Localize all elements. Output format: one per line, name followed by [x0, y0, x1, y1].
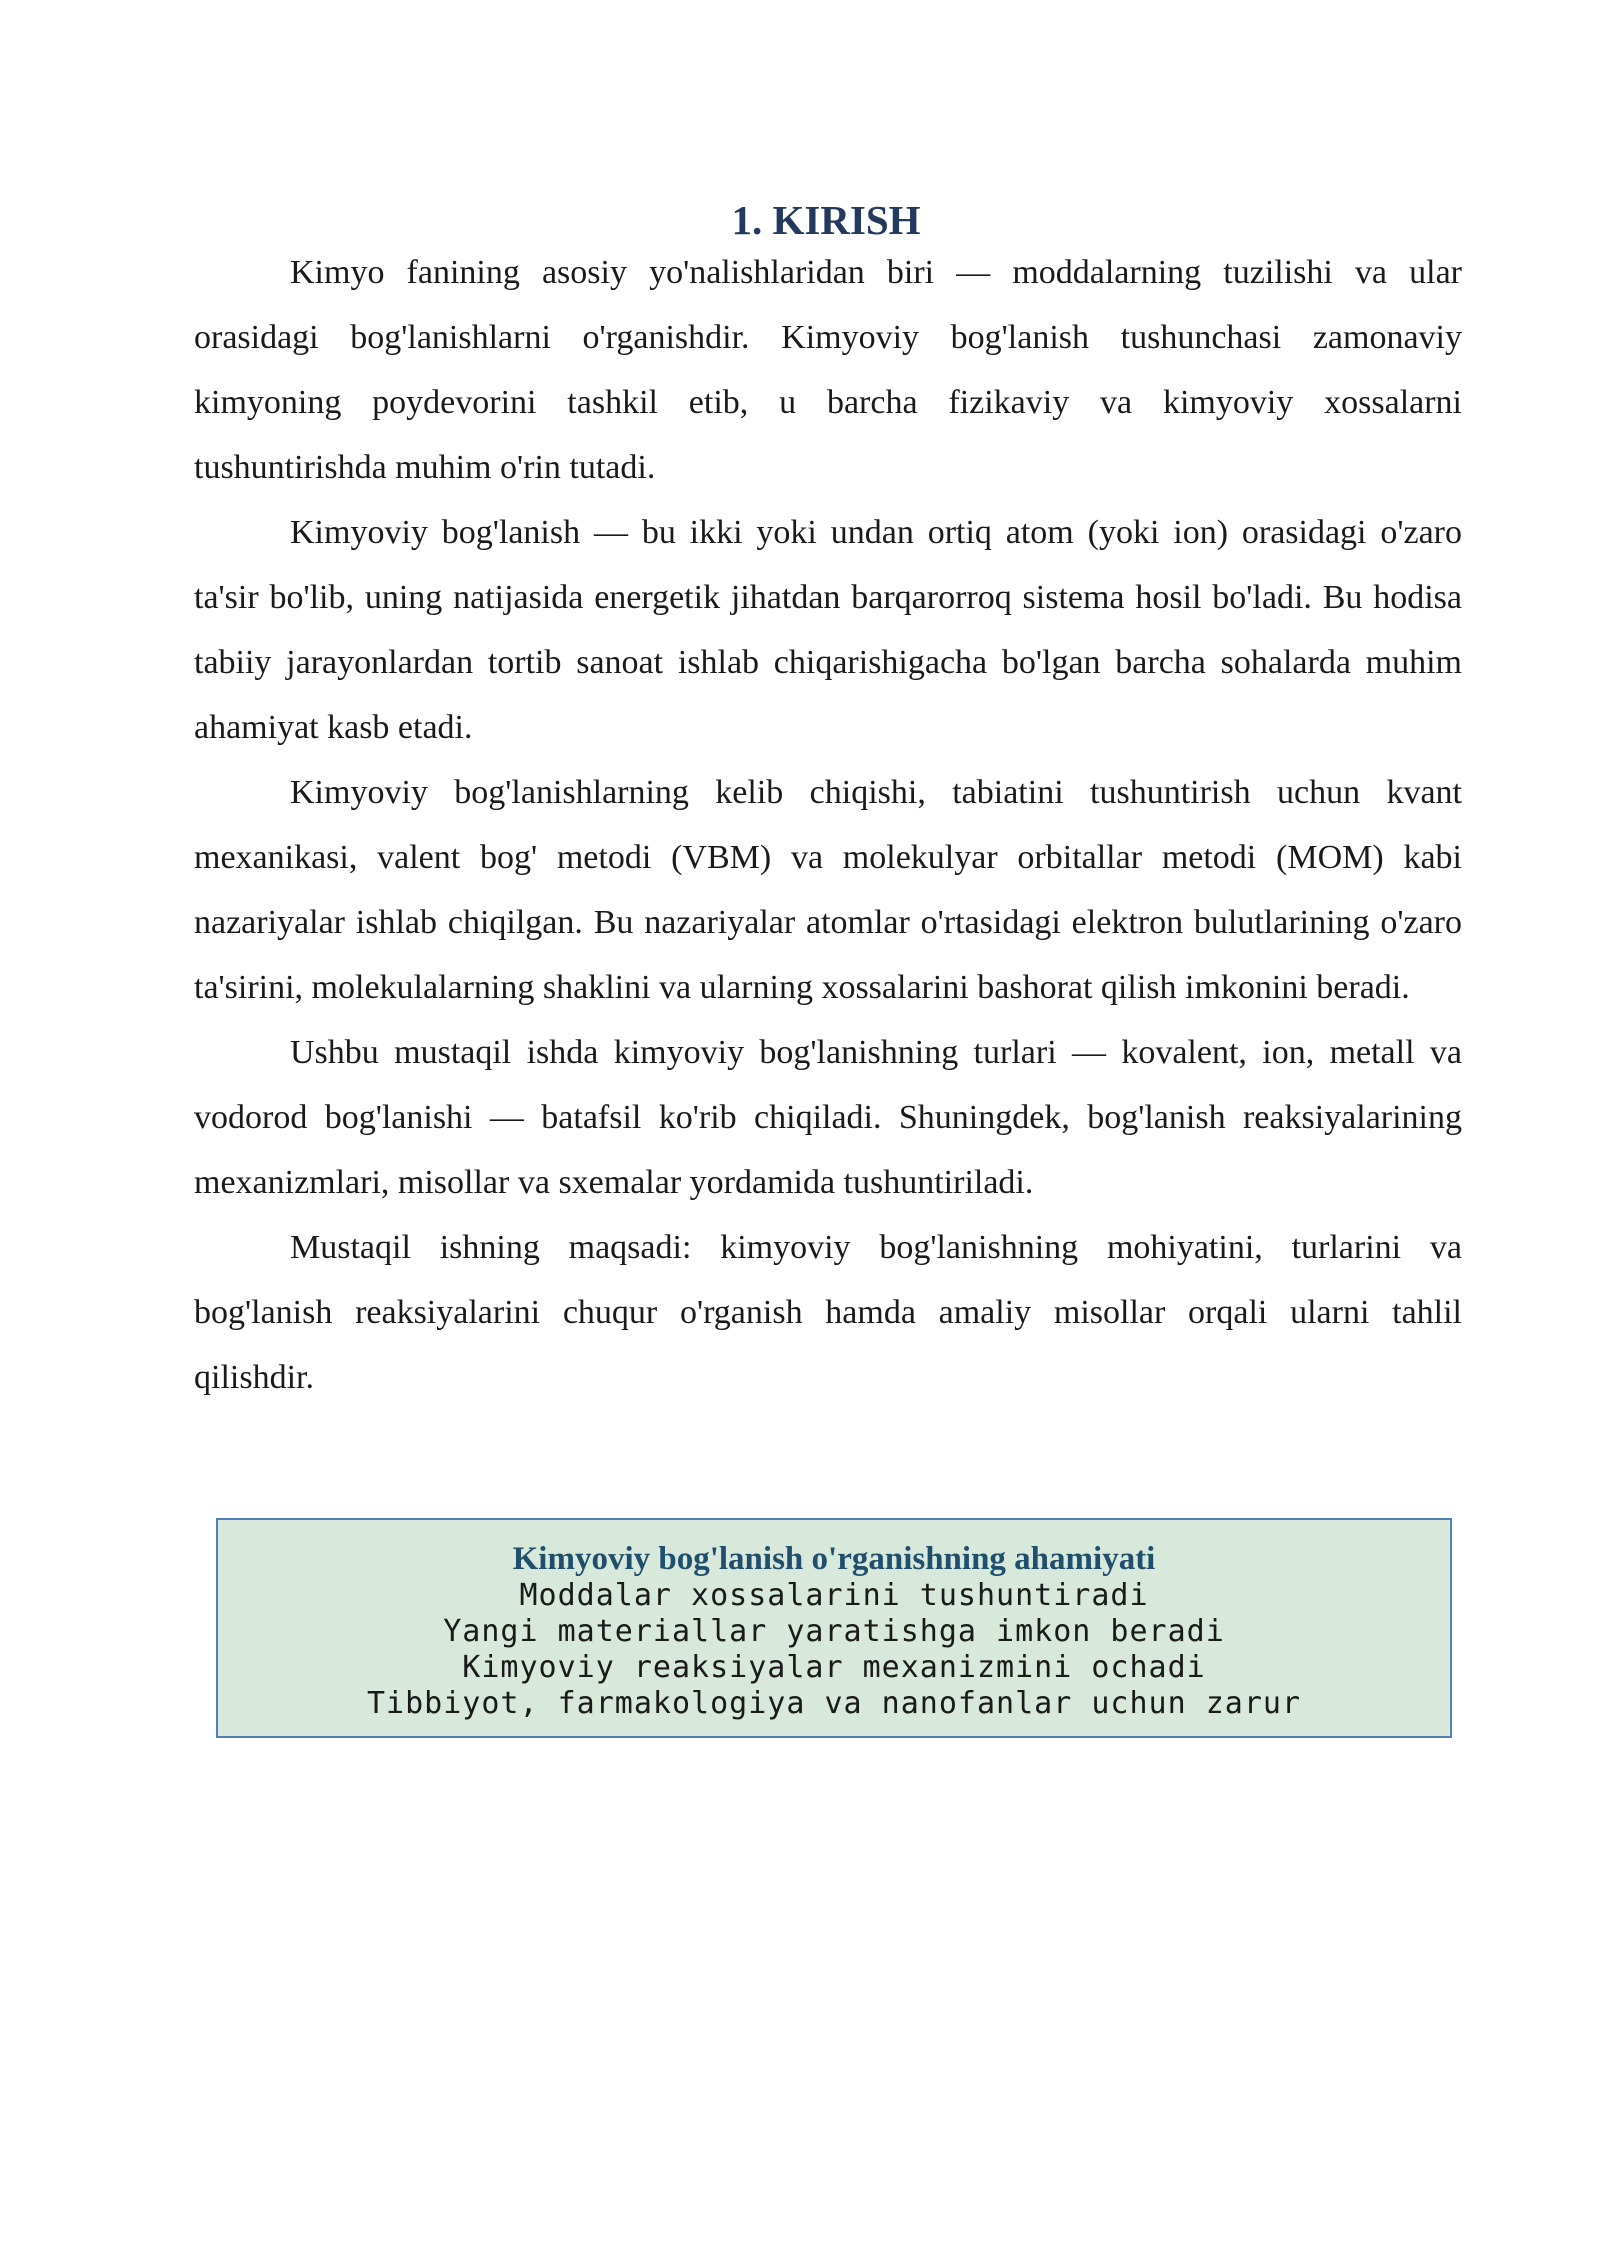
infobox-list	[218, 1578, 1450, 1722]
infobox-item: Kimyoviy reaksiyalar mexanizmini ochadi	[462, 1650, 1206, 1685]
paragraph-goal: Mustaqil ishning maqsadi: kimyoviy bog'lanishning mohiyatini, turlarini va bog'lanish reaksiyalarini chuqur o'rganish hamda amaliy misollar orqali ularni tahlil qilishdir.	[194, 1229, 1462, 1396]
paragraph-intro: Kimyo fanining asosiy yo'nalishlaridan biri — moddalarning tuzilishi va ular orasidagi bog'lanishlarni o'rganishdir. Kimyoviy bog'lanish tushunchasi zamonaviy kimyoning poydevorini tashkil etib, u barcha fizikaviy va kimyoviy xossalarni tushuntirishda muhim o'rin tutadi.	[194, 254, 1462, 486]
body-text	[194, 240, 1462, 1410]
infobox-item: Yangi materiallar yaratishga imkon beradi	[443, 1614, 1225, 1649]
section-heading: 1. KIRISH	[731, 197, 921, 243]
paragraph-scope: Ushbu mustaqil ishda kimyoviy bog'lanishning turlari — kovalent, ion, metall va vodorod bog'lanishi — batafsil ko'rib chiqiladi. Shuningdek, bog'lanish reaksiyalarining mexanizmlari, misollar va sxemalar yordamida tushuntiriladi.	[194, 1034, 1462, 1201]
paragraph-definition: Kimyoviy bog'lanish — bu ikki yoki undan ortiq atom (yoki ion) orasidagi o'zaro ta'sir bo'lib, uning natijasida energetik jihatdan barqarorroq sistema hosil bo'ladi. Bu hodisa tabiiy jarayonlardan tortib sanoat ishlab chiqarishigacha bo'lgan barcha sohalarda muhim ahamiyat kasb etadi.	[194, 514, 1462, 746]
infobox-item: Tibbiyot, farmakologiya va nanofanlar uchun zarur	[366, 1686, 1301, 1721]
infobox-title: Kimyoviy bog'lanish o'rganishning ahamiyati	[512, 1541, 1156, 1577]
paragraph-theories: Kimyoviy bog'lanishlarning kelib chiqishi, tabiatini tushuntirish uchun kvant mexanikasi, valent bog' metodi (VBM) va molekulyar orbitallar metodi (MOM) kabi nazariyalar ishlab chiqilgan. Bu nazariyalar atomlar o'rtasidagi elektron bulutlarining o'zaro ta'sirini, molekulalarning shaklini va ularning xossalarini bashorat qilish imkonini beradi.	[194, 774, 1462, 1006]
importance-infobox	[216, 1518, 1452, 1738]
infobox-item: Moddalar xossalarini tushuntiradi	[519, 1578, 1149, 1613]
